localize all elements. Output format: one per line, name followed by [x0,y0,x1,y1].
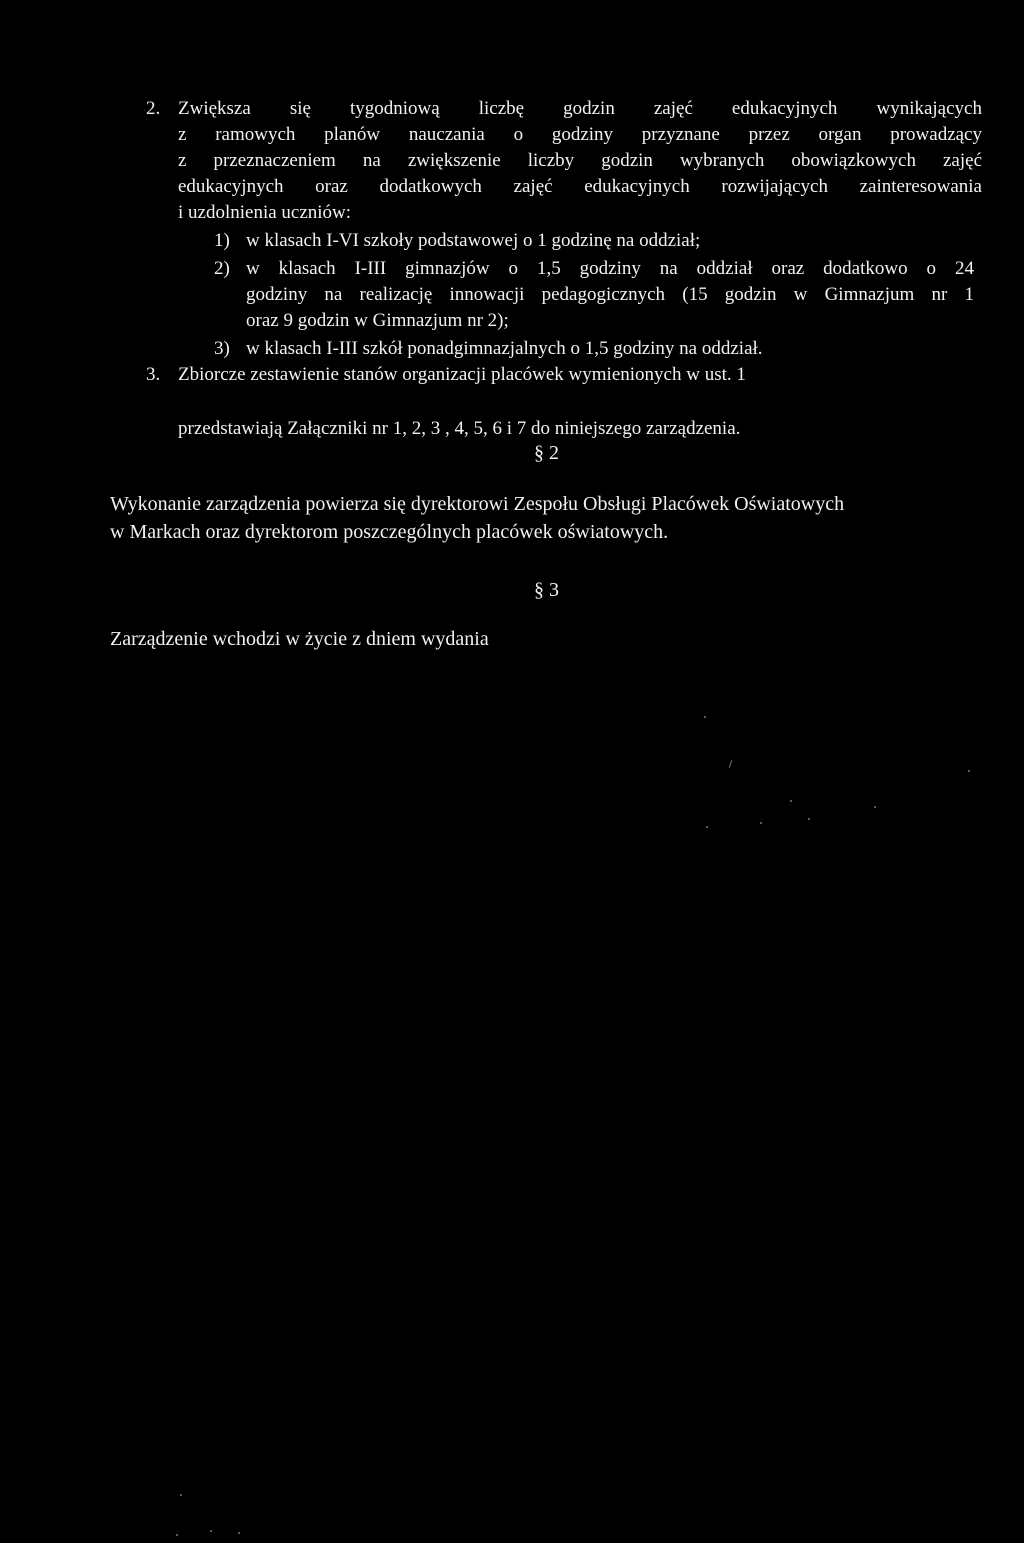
paragraph-2-line-5: i uzdolnienia uczniów: [178,202,352,223]
paragraph-3-number: 3. [146,364,161,385]
list-item-1-line-1: w klasach I-VI szkoły podstawowej o 1 godzinę na oddział; [246,230,701,251]
scan-speck [176,1534,178,1536]
scan-speck [704,716,706,718]
section-3-line-1: Zarządzenie wchodzi w życie z dniem wydania [110,628,489,650]
scan-speck [706,826,708,828]
scan-speck [808,818,810,820]
scan-speck [729,760,733,768]
scan-speck [180,1494,182,1496]
scan-speck [968,770,970,772]
section-2-line-2: w Markach oraz dyrektorom poszczególnych placówek oświatowych. [110,521,669,543]
scan-speck [210,1530,212,1532]
list-item-2-line-3: oraz 9 godzin w Gimnazjum nr 2); [246,310,509,331]
list-item-2-line-1: w klasach I-III gimnazjów o 1,5 godziny na oddział oraz dodatkowo o 24 [246,258,974,279]
paragraph-3-line-2: przedstawiają Załączniki nr 1, 2, 3 , 4, 5, 6 i 7 do niniejszego zarządzenia. [178,418,741,439]
scan-speck [874,806,876,808]
list-item-2-number: 2) [214,258,230,279]
paragraph-2-line-3: z przeznaczeniem na zwiększenie liczby godzin wybranych obowiązkowych zajęć [178,150,982,171]
scan-speck [238,1532,240,1534]
scan-speck [790,800,792,802]
section-3-mark: § 3 [534,579,559,601]
paragraph-2-line-4: edukacyjnych oraz dodatkowych zajęć edukacyjnych rozwijających zainteresowania [178,176,982,197]
list-item-3-line-1: w klasach I-III szkół ponadgimnazjalnych o 1,5 godziny na oddział. [246,338,763,359]
section-2-line-1: Wykonanie zarządzenia powierza się dyrektorowi Zespołu Obsługi Placówek Oświatowych [110,493,845,515]
paragraph-2-line-1: Zwiększa się tygodniową liczbę godzin zajęć edukacyjnych wynikających [178,98,982,119]
list-item-3-number: 3) [214,338,230,359]
scan-speck [760,822,762,824]
section-2-mark: § 2 [534,442,559,464]
paragraph-2-number: 2. [146,98,161,119]
paragraph-2-line-2: z ramowych planów nauczania o godziny przyznane przez organ prowadzący [178,124,982,145]
list-item-1-number: 1) [214,230,230,251]
list-item-2-line-2: godziny na realizację innowacji pedagogicznych (15 godzin w Gimnazjum nr 1 [246,284,974,305]
paragraph-3-line-1: Zbiorcze zestawienie stanów organizacji placówek wymienionych w ust. 1 [178,364,746,385]
